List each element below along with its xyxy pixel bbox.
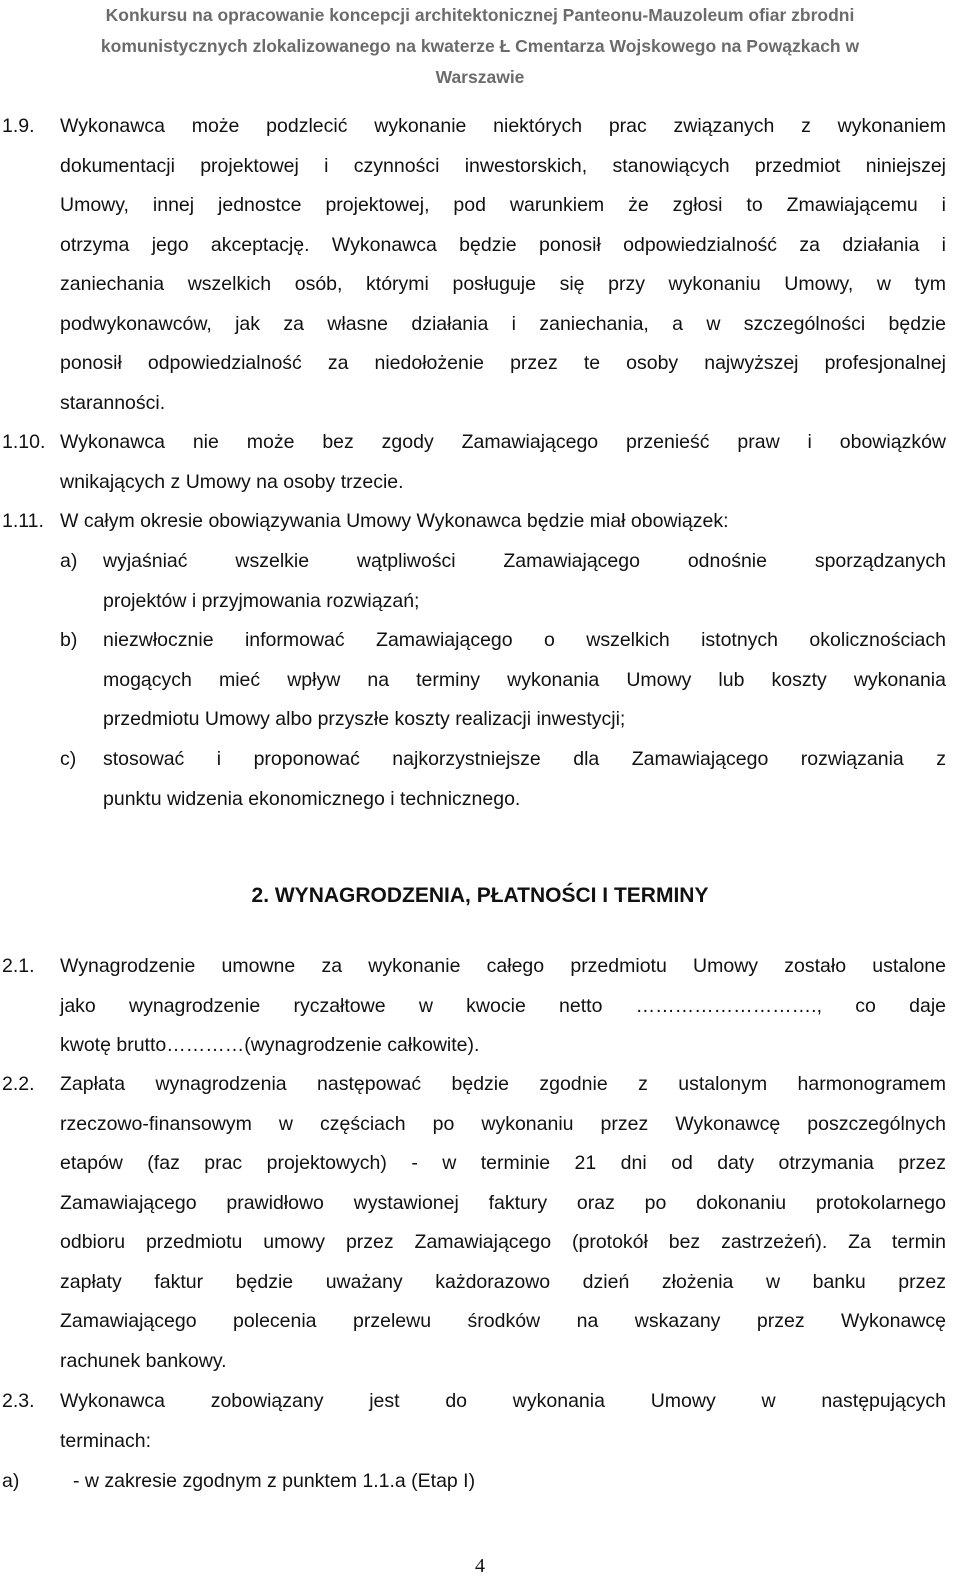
- list-label: a): [2, 1470, 20, 1492]
- text-line: Wykonawca może podzlecić wykonanie niektórych prac związanych z wykonaniem: [60, 115, 946, 137]
- text-line: Umowy, innej jednostce projektowej, pod warunkiem że zgłosi to Zmawiającemu i: [60, 194, 946, 216]
- list-item: [103, 621, 946, 740]
- text-line: rachunek bankowy.: [60, 1349, 227, 1372]
- text-line: odbioru przedmiotu umowy przez Zamawiającego (protokół bez zastrzeżeń). Za termin: [60, 1231, 946, 1253]
- text-line: otrzyma jego akceptację. Wykonawca będzie ponosił odpowiedzialność za działania i: [60, 233, 946, 256]
- list-label: b): [60, 629, 78, 651]
- section-heading: 2. WYNAGRODZENIA, PŁATNOŚCI I TERMINY: [251, 884, 709, 907]
- page-number: 4: [475, 1555, 485, 1577]
- text-line: W całym okresie obowiązywania Umowy Wykonawca będzie miał obowiązek:: [60, 510, 729, 532]
- text-line: dokumentacji projektowej i czynności inwestorskich, stanowiących przedmiot niniejszej: [60, 154, 946, 177]
- text-line: terminach:: [60, 1429, 152, 1452]
- list-item-text: - w zakresie zgodnym z punktem 1.1.a (Etap I): [73, 1470, 476, 1492]
- text-line: zapłaty faktur będzie uważany każdorazowo dzień złożenia w banku przez: [60, 1270, 946, 1293]
- list-item: [103, 740, 946, 819]
- text-line: zaniechania wszelkich osób, którymi posługuje się przy wykonaniu Umowy, w tym: [60, 273, 946, 295]
- text-line: stosować i proponować najkorzystniejsze dla Zamawiającego rozwiązania z: [103, 748, 946, 770]
- paragraph-number: 2.2.: [2, 1073, 35, 1095]
- list-label: a): [60, 550, 78, 572]
- paragraph-number: 1.9.: [2, 115, 35, 137]
- list-label: c): [60, 748, 77, 770]
- paragraph-number: 2.1.: [2, 955, 35, 977]
- text-line: Zamawiającego polecenia przelewu środków na wskazany przez Wykonawcę: [60, 1310, 946, 1332]
- paragraph-number: 1.11.: [2, 510, 44, 532]
- text-line: mogących mieć wpływ na terminy wykonania Umowy lub koszty wykonania: [103, 668, 946, 691]
- text-line: punktu widzenia ekonomicznego i technicznego.: [103, 787, 521, 810]
- paragraph-number: 2.3.: [2, 1390, 35, 1412]
- text-line: Wykonawca zobowiązany jest do wykonania Umowy w następujących: [60, 1390, 946, 1412]
- text-line: etapów (faz prac projektowych) - w terminie 21 dni od daty otrzymania przez: [60, 1152, 946, 1174]
- header-line: Konkursu na opracowanie koncepcji architektonicznej Panteonu-Mauzoleum ofiar zbrodni: [105, 5, 855, 25]
- text-line: niezwłocznie informować Zamawiającego o wszelkich istotnych okolicznościach: [103, 629, 946, 651]
- text-line: Wykonawca nie może bez zgody Zamawiającego przenieść praw i obowiązków: [60, 431, 946, 453]
- text-line: Wynagrodzenie umowne za wykonanie całego przedmiotu Umowy zostało ustalone: [60, 955, 946, 977]
- text-line: wyjaśniać wszelkie wątpliwości Zamawiającego odnośnie sporządzanych: [103, 550, 946, 572]
- text-line: staranności.: [60, 391, 166, 414]
- text-line: kwotę brutto…………(wynagrodzenie całkowite).: [60, 1034, 480, 1056]
- text-line: rzeczowo-finansowym w częściach po wykonaniu przez Wykonawcę poszczególnych: [60, 1112, 946, 1135]
- list-item: [103, 542, 946, 621]
- page-header: [0, 0, 960, 93]
- text-line: podwykonawców, jak za własne działania i zaniechania, a w szczególności będzie: [60, 312, 946, 335]
- text-line: Zamawiającego prawidłowo wystawionej faktury oraz po dokonaniu protokolarnego: [60, 1191, 946, 1214]
- text-line: jako wynagrodzenie ryczałtowe w kwocie netto ………………………., co daje: [60, 994, 946, 1017]
- paragraph-number: 1.10.: [2, 431, 46, 453]
- header-line: Warszawie: [435, 67, 525, 87]
- text-line: Zapłata wynagrodzenia następować będzie zgodnie z ustalonym harmonogramem: [60, 1073, 946, 1095]
- text-line: przedmiotu Umowy albo przyszłe koszty realizacji inwestycji;: [103, 708, 626, 730]
- header-line: komunistycznych zlokalizowanego na kwaterze Ł Cmentarza Wojskowego na Powązkach w: [100, 36, 860, 56]
- text-line: projektów i przyjmowania rozwiązań;: [103, 589, 420, 612]
- text-line: ponosił odpowiedzialność za niedołożenie przez te osoby najwyższej profesjonalnej: [60, 352, 946, 374]
- text-line: wnikających z Umowy na osoby trzecie.: [60, 470, 404, 493]
